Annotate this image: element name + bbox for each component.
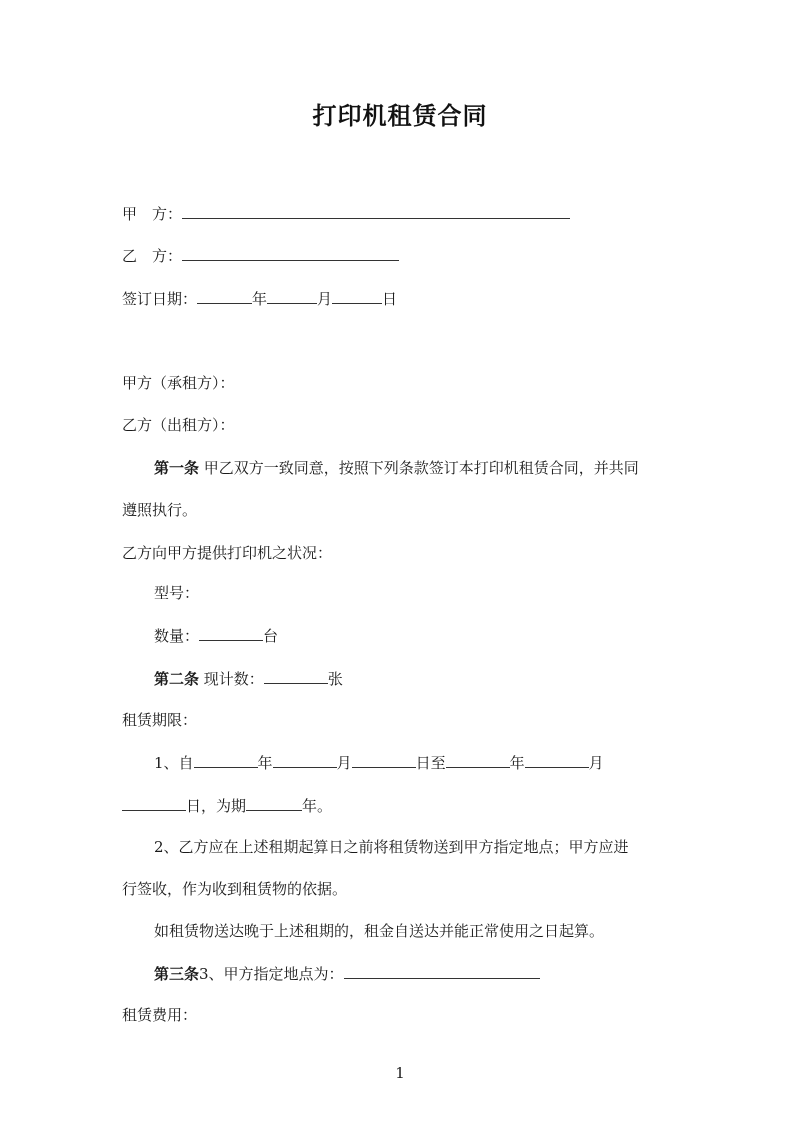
model-label: 型号： (154, 584, 200, 602)
end-day-blank (122, 795, 186, 811)
party-a-label: 甲 方： (122, 205, 183, 223)
quantity-label: 数量： (154, 627, 200, 645)
sign-year-blank (197, 288, 252, 304)
period-years-blank (246, 795, 302, 811)
page-number: 1 (395, 1064, 405, 1082)
sign-month-blank (267, 288, 317, 304)
start-month-blank (273, 752, 337, 768)
article3-head: 第三条 (154, 965, 200, 983)
party-a-line (122, 203, 570, 224)
sign-day-blank (332, 288, 382, 304)
start-year-unit: 年 (257, 754, 273, 772)
party-a-role: 甲方（承租方）： (122, 374, 235, 392)
party-a-blank (182, 203, 570, 219)
article1-text2: 遵照执行。 (122, 501, 198, 519)
article3-text: 3、甲方指定地点为： (199, 965, 344, 983)
term1-prefix: 1、自 (154, 754, 194, 772)
article2-head: 第二条 (154, 670, 200, 688)
term1-line (154, 752, 604, 773)
party-b-line (122, 245, 399, 266)
article2-unit: 张 (327, 670, 343, 688)
term1-period: 日，为期 (186, 797, 247, 815)
sign-date-label: 签订日期： (122, 290, 198, 308)
article2-text: 现计数： (203, 670, 264, 688)
end-year-blank (446, 752, 510, 768)
sign-month-unit: 月 (317, 290, 333, 308)
article1-line (154, 458, 639, 478)
term1-to: 日至 (415, 754, 446, 772)
location-blank (344, 963, 540, 979)
printer-status: 乙方向甲方提供打印机之状况： (122, 544, 333, 562)
party-b-label: 乙 方： (122, 247, 183, 265)
sign-date-line (122, 288, 397, 309)
quantity-unit: 台 (263, 627, 279, 645)
lease-term-label: 租赁期限： (122, 711, 198, 729)
end-month-unit: 月 (588, 754, 604, 772)
term1-end: 年。 (302, 797, 333, 815)
term2-text2: 行签收，作为收到租赁物的依据。 (122, 880, 348, 898)
lease-fee-label: 租赁费用： (122, 1006, 198, 1024)
article2-line (154, 668, 343, 689)
start-month-unit: 月 (336, 754, 352, 772)
term1-line2 (122, 795, 332, 816)
counter-blank (264, 668, 328, 684)
document-title: 打印机租赁合同 (312, 101, 488, 130)
end-month-blank (525, 752, 589, 768)
end-year-unit: 年 (509, 754, 525, 772)
quantity-blank (199, 625, 263, 641)
party-b-blank (182, 245, 399, 261)
article1-text: 甲乙双方一致同意，按照下列条款签订本打印机租赁合同，并共同 (203, 459, 639, 477)
sign-year-unit: 年 (252, 290, 268, 308)
sign-day-unit: 日 (382, 290, 398, 308)
start-year-blank (194, 752, 258, 768)
party-b-role: 乙方（出租方）： (122, 416, 235, 434)
article1-head: 第一条 (154, 459, 200, 477)
term2-text: 2、乙方应在上述租期起算日之前将租赁物送到甲方指定地点；甲方应进 (154, 838, 629, 856)
start-day-blank (352, 752, 416, 768)
quantity-line (154, 625, 278, 646)
article3-line (154, 963, 540, 984)
late-delivery-text: 如租赁物送达晚于上述租期的，租金自送达并能正常使用之日起算。 (154, 922, 605, 940)
